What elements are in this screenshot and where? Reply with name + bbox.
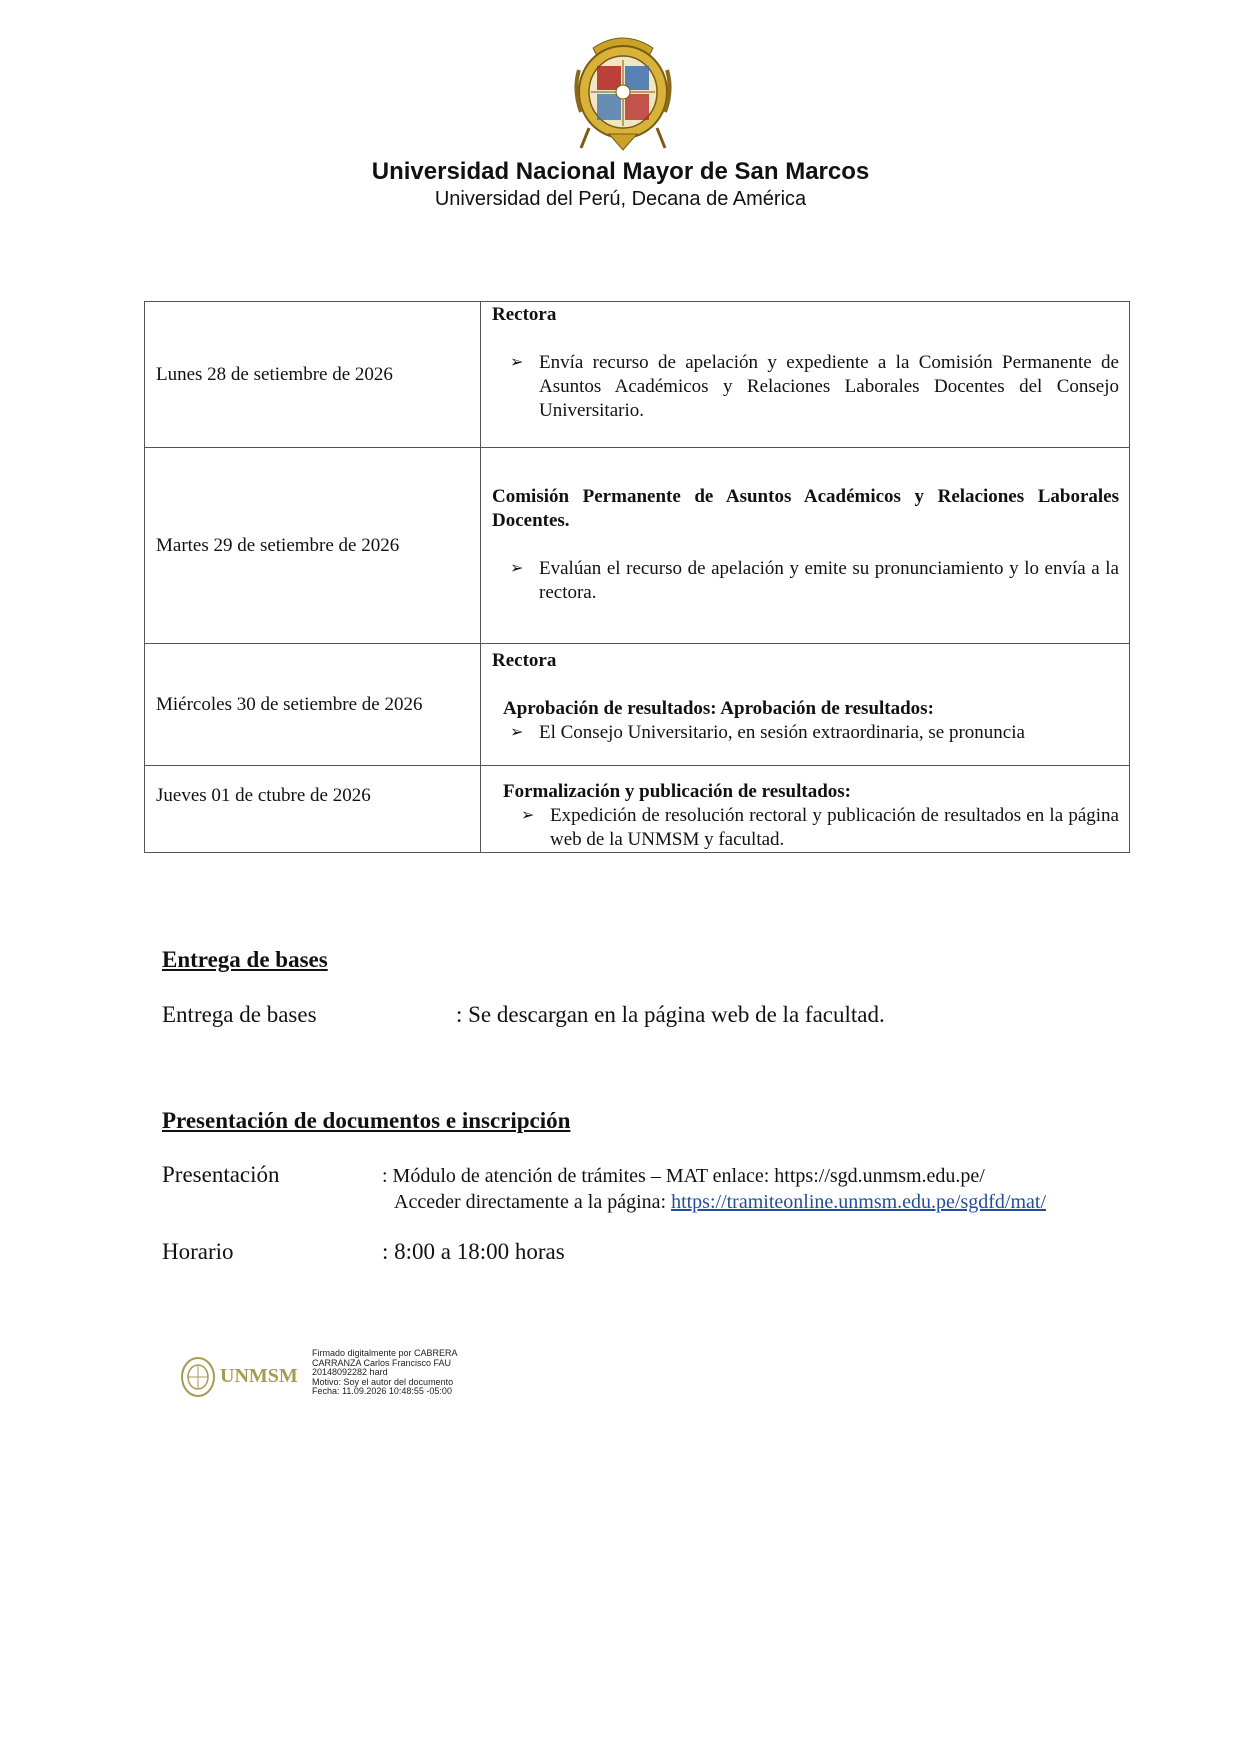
arrow-bullet-icon: ➢ [510,353,524,371]
schedule-activity [481,448,1130,644]
presentacion-line2 [394,1191,1046,1214]
schedule-date: Lunes 28 de setiembre de 2026 [145,302,481,448]
schedule-activity [481,644,1130,766]
signature-line: CARRANZA Carlos Francisco FAU [312,1357,452,1368]
table-row [145,766,1130,853]
schedule-date: Miércoles 30 de setiembre de 2026 [145,644,481,766]
schedule-date: Jueves 01 de ctubre de 2026 [145,766,481,853]
presentacion-label: Presentación [162,1162,280,1187]
activity-bullet: ➢ Expedición de resolución rectoral y publicación de resultados en la página web de la UNMSM y facultad. [492,804,1119,852]
table-row [145,448,1130,644]
bases-value: : Se descargan en la página web de la facultad. [456,1002,885,1027]
presentacion-section-title: Presentación de documentos e inscripción [162,1108,571,1133]
activity-heading: Rectora [492,303,557,325]
signature-logo-text: UNMSM [220,1365,298,1387]
unmsm-seal-icon [178,1352,218,1402]
schedule-table [144,301,1130,853]
activity-subheading: Formalización y publicación de resultados: [503,781,851,802]
bases-section-title: Entrega de bases [162,947,328,972]
table-row [145,644,1130,766]
signature-line: Firmado digitalmente por CABRERA [312,1348,458,1358]
horario-value: : 8:00 a 18:00 horas [382,1239,565,1264]
signature-line: 20148092282 hard [312,1367,388,1377]
schedule-activity [481,302,1130,448]
university-title: Universidad Nacional Mayor de San Marcos [371,158,870,185]
signature-logo [178,1352,308,1402]
horario-label: Horario [162,1239,234,1264]
activity-subheading: Aprobación de resultados: Aprobación de resultados: [503,697,934,719]
activity-bullet: ➢ Envía recurso de apelación y expediente a la Comisión Permanente de Asuntos Académicos y Relaciones Laborales Docentes del Consejo Universitario. [492,351,1119,423]
arrow-bullet-icon: ➢ [510,559,524,577]
bases-label: Entrega de bases [162,1002,317,1027]
university-crest-icon [571,30,675,152]
activity-heading: Comisión Permanente de Asuntos Académicos y Relaciones Laborales Docentes. [492,485,1119,531]
arrow-bullet-icon: ➢ [510,723,524,741]
activity-bullet: ➢ Evalúan el recurso de apelación y emite su pronunciamiento y lo envía a la rectora. [492,557,1119,605]
signature-line: Motivo: Soy el autor del documento [312,1376,454,1387]
signature-details [312,1349,458,1397]
tramite-online-link[interactable]: https://tramiteonline.unmsm.edu.pe/sgdfd/mat/ [671,1191,1047,1213]
university-subtitle: Universidad del Perú, Decana de América [434,188,807,210]
activity-heading: Rectora [492,649,557,671]
activity-bullet: ➢ El Consejo Universitario, en sesión extraordinaria, se pronuncia [492,721,1119,745]
schedule-date: Martes 29 de setiembre de 2026 [145,448,481,644]
presentacion-line1: : Módulo de atención de trámites – MAT enlace: https://sgd.unmsm.edu.pe/ [382,1165,985,1187]
schedule-activity [481,766,1130,853]
signature-line: Fecha: 11.09.2026 10:48:55 -05:00 [312,1386,452,1396]
presentacion-link-prefix: Acceder directamente a la página: [394,1191,672,1213]
table-row [145,302,1130,448]
arrow-bullet-icon: ➢ [521,807,535,824]
